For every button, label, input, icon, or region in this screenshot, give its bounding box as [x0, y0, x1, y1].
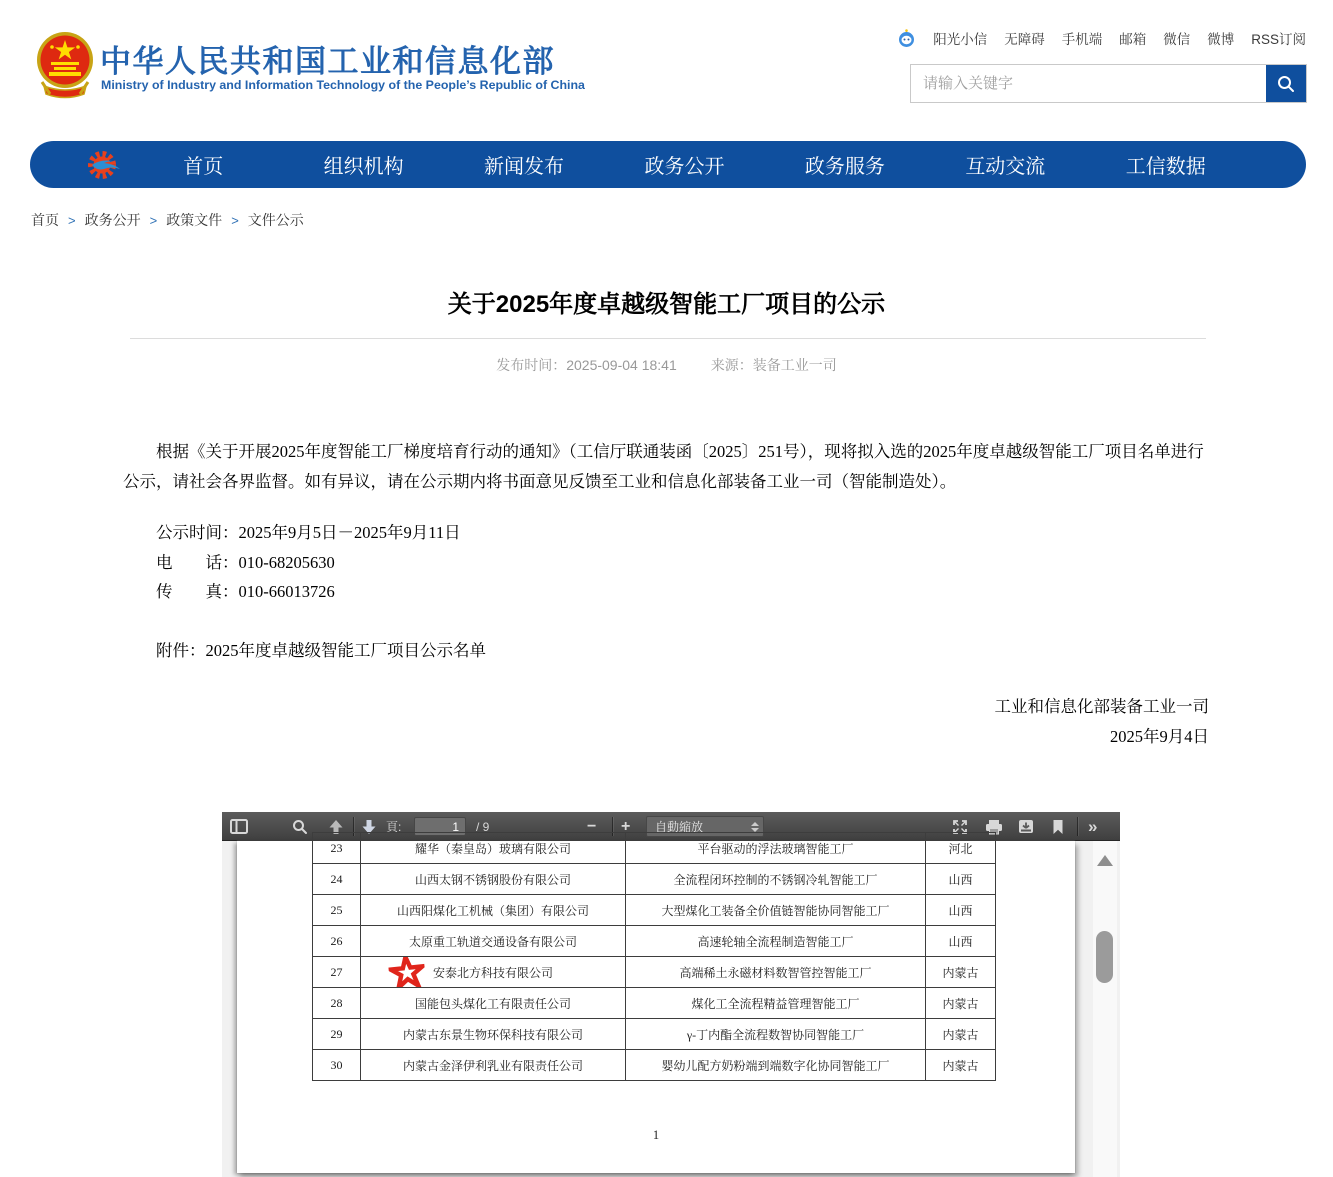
signature-date: 2025年9月4日	[1110, 726, 1209, 746]
cell-row-number: 27	[313, 957, 361, 988]
cell-province: 山西	[926, 926, 996, 957]
signature-department: 工业和信息化部装备工业一司	[994, 697, 1209, 716]
page-title: 关于2025年度卓越级智能工厂项目的公示	[447, 291, 886, 318]
cell-row-number: 28	[313, 988, 361, 1019]
table-row	[313, 864, 996, 895]
breadcrumb	[31, 210, 304, 230]
cell-project: 煤化工全流程精益管理智能工厂	[626, 988, 926, 1019]
xiaoxin-mascot-icon	[897, 29, 916, 48]
breadcrumb-separator: >	[231, 212, 239, 228]
attachment-line	[123, 636, 1209, 666]
cell-project: 高速轮轴全流程制造智能工厂	[626, 926, 926, 957]
page-label: 頁:	[386, 820, 402, 834]
source-value: 装备工业一司	[752, 357, 837, 373]
nav-item-gov-services[interactable]: 政务服务	[804, 156, 885, 178]
zoom-out-icon[interactable]: −	[587, 818, 597, 835]
article-body	[123, 437, 1209, 751]
quick-link-yangguangxiaoxin[interactable]: 阳光小信	[933, 32, 988, 47]
source-label: 来源：	[710, 357, 753, 373]
header-quick-links	[897, 28, 1306, 48]
attachment-link[interactable]: 2025年度卓越级智能工厂项目公示名单	[205, 640, 486, 660]
article-paragraph: 根据《关于开展2025年度智能工厂梯度培育行动的通知》（工信厅联通装函〔2025〕251号），现将拟入选的2025年度卓越级智能工厂项目名单进行公示，请社会各界监督。如有异议，请在公示期内将书面意见反馈至工业和信息化部装备工业一司（智能制造处）。	[123, 442, 1204, 491]
pdf-scrollbar	[1093, 841, 1117, 1177]
more-tools-icon[interactable]: »	[1088, 817, 1098, 836]
national-emblem-logo	[36, 30, 94, 108]
site-search	[910, 64, 1307, 103]
pdf-page	[237, 841, 1075, 1173]
quick-link-mobile[interactable]: 手机端	[1061, 32, 1103, 47]
quick-link-rss[interactable]: RSS订阅	[1251, 32, 1306, 47]
publicity-list-table	[312, 832, 996, 1081]
cell-province: 内蒙古	[926, 1019, 996, 1050]
cell-company: 山西太钢不锈钢股份有限公司	[361, 864, 626, 895]
red-star-annotation-icon	[387, 957, 426, 988]
search-icon	[1276, 74, 1296, 94]
bookmark-button[interactable]	[1052, 812, 1064, 841]
toolbar-divider	[1077, 817, 1078, 836]
cell-row-number: 24	[313, 864, 361, 895]
nav-item-gov-disclosure[interactable]: 政务公开	[644, 156, 725, 178]
cell-project: γ-丁内酯全流程数智协同智能工厂	[626, 1019, 926, 1050]
cell-province: 河北	[926, 833, 996, 864]
search-button[interactable]	[1266, 65, 1306, 102]
table-rows	[313, 833, 996, 1081]
nav-item-interaction[interactable]: 互动交流	[965, 156, 1046, 178]
pdf-body	[222, 841, 1120, 1177]
pdf-page-number: 1	[652, 1128, 660, 1142]
breadcrumb-home[interactable]: 首页	[31, 212, 59, 228]
gongxin-gear-logo-icon	[85, 148, 123, 182]
cell-province: 山西	[926, 895, 996, 926]
find-button[interactable]	[292, 812, 308, 841]
cell-company: 内蒙古东景生物环保科技有限公司	[361, 1019, 626, 1050]
table-row	[313, 1050, 996, 1081]
scrollbar-thumb[interactable]	[1096, 931, 1113, 983]
table-row	[313, 833, 996, 864]
cell-province: 内蒙古	[926, 1050, 996, 1081]
publish-time-label: 发布时间：	[496, 357, 567, 373]
cell-project: 大型煤化工装备全价值链智能协同智能工厂	[626, 895, 926, 926]
main-nav	[30, 141, 1306, 188]
download-button[interactable]	[1018, 812, 1034, 841]
cell-project: 平台驱动的浮法玻璃智能工厂	[626, 833, 926, 864]
cell-company: 耀华（秦皇岛）玻璃有限公司	[361, 833, 626, 864]
table-row	[313, 895, 996, 926]
cell-project: 全流程闭环控制的不锈钢冷轧智能工厂	[626, 864, 926, 895]
nav-item-news[interactable]: 新闻发布	[484, 156, 565, 178]
cell-company: 国能包头煤化工有限责任公司	[361, 988, 626, 1019]
cell-row-number: 23	[313, 833, 361, 864]
table-row	[313, 1019, 996, 1050]
cell-province: 山西	[926, 864, 996, 895]
scroll-up-arrow-icon[interactable]	[1097, 855, 1113, 866]
phone-line: 电 话：010-68205630	[156, 552, 335, 572]
cell-province: 内蒙古	[926, 988, 996, 1019]
nav-items	[123, 150, 1246, 179]
article-meta	[0, 355, 1333, 375]
site-title: 中华人民共和国工业和信息化部	[100, 44, 555, 79]
cell-project: 高端稀土永磁材料数智管控智能工厂	[626, 957, 926, 988]
nav-item-miit-data[interactable]: 工信数据	[1125, 156, 1206, 178]
zoom-mode-value: 自動縮放	[655, 820, 704, 834]
table-row	[313, 988, 996, 1019]
cell-row-number: 30	[313, 1050, 361, 1081]
sidebar-toggle-button[interactable]	[230, 812, 248, 841]
breadcrumb-separator: >	[68, 212, 76, 228]
site-subtitle: Ministry of Industry and Information Technology of the People’s Republic of China	[101, 78, 585, 92]
breadcrumb-policy-docs[interactable]: 政策文件	[166, 212, 223, 228]
quick-link-weibo[interactable]: 微博	[1207, 32, 1235, 47]
attachment-label: 附件：	[156, 640, 206, 660]
title-divider	[130, 338, 1206, 339]
page-count-label: / 9	[476, 819, 490, 834]
pdf-viewer	[222, 812, 1120, 1177]
nav-item-home[interactable]: 首页	[183, 156, 224, 178]
publish-time-value: 2025-09-04 18:41	[566, 357, 677, 373]
quick-link-wechat[interactable]: 微信	[1163, 32, 1191, 47]
cell-company: 安泰北方科技有限公司	[361, 957, 626, 988]
cell-company: 内蒙古金泽伊利乳业有限责任公司	[361, 1050, 626, 1081]
quick-link-mail[interactable]: 邮箱	[1119, 32, 1147, 47]
table-row	[313, 957, 996, 988]
fax-line: 传 真：010-66013726	[156, 582, 335, 601]
cell-province: 内蒙古	[926, 957, 996, 988]
cell-row-number: 26	[313, 926, 361, 957]
cell-row-number: 25	[313, 895, 361, 926]
nav-item-organization[interactable]: 组织机构	[323, 156, 404, 178]
breadcrumb-gov-disclosure[interactable]: 政务公开	[84, 212, 141, 228]
cell-project: 婴幼儿配方奶粉端到端数字化协同智能工厂	[626, 1050, 926, 1081]
breadcrumb-separator: >	[149, 212, 158, 228]
select-spinner-icon	[747, 822, 763, 832]
table-row	[313, 926, 996, 957]
publicity-period-line: 公示时间：2025年9月5日－2025年9月11日	[156, 523, 461, 542]
cell-row-number: 29	[313, 1019, 361, 1050]
cell-company: 山西阳煤化工机械（集团）有限公司	[361, 895, 626, 926]
zoom-in-icon[interactable]: +	[621, 818, 631, 835]
breadcrumb-doc-publicity: 文件公示	[247, 212, 304, 228]
quick-link-accessibility[interactable]: 无障碍	[1004, 32, 1045, 47]
search-input[interactable]	[911, 65, 1266, 102]
cell-company: 太原重工轨道交通设备有限公司	[361, 926, 626, 957]
